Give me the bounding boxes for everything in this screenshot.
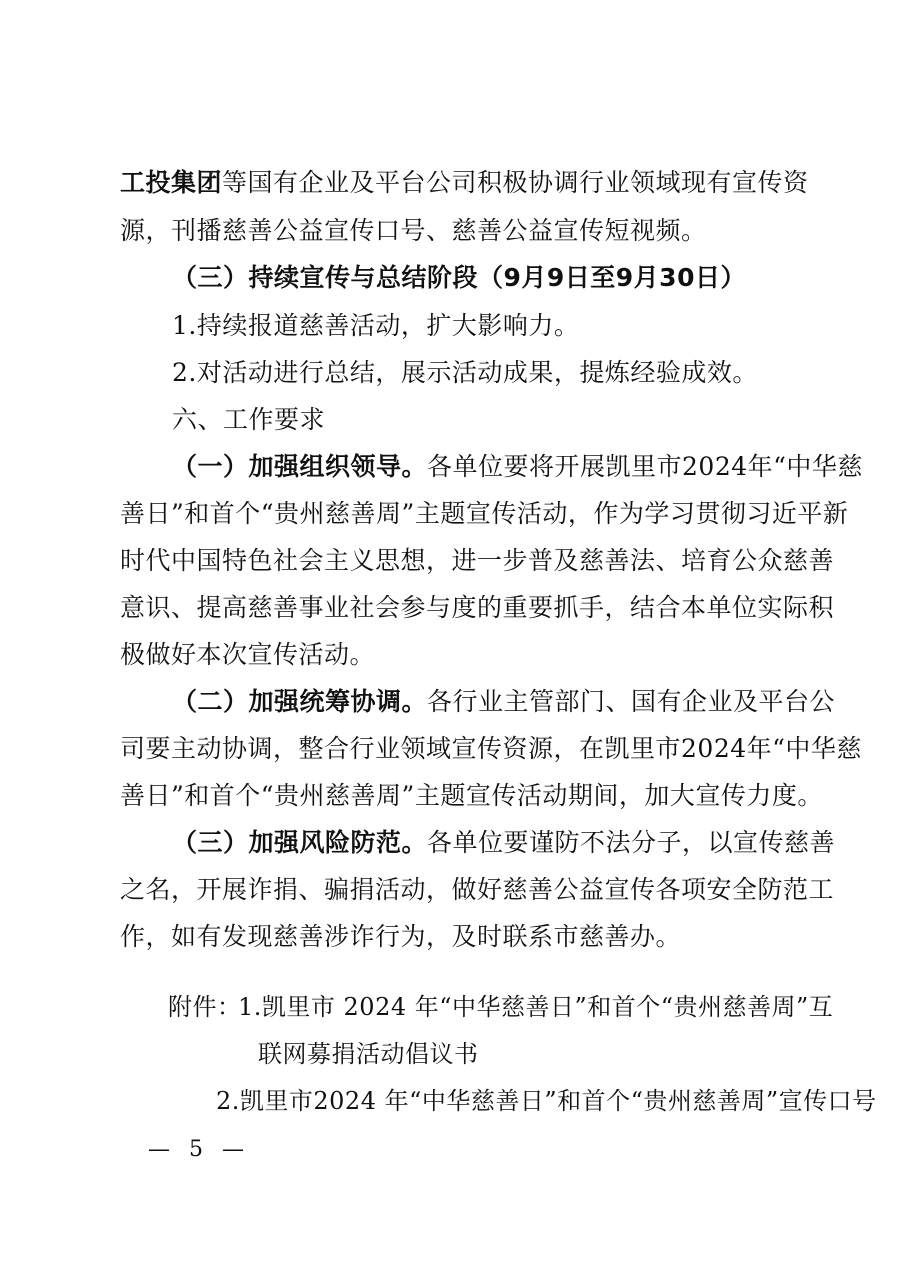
paragraph-line: 善日”和首个“贵州慈善周”主题宣传活动期间，加大宣传力度。 — [120, 781, 823, 810]
paragraph-line — [172, 687, 836, 717]
attachment-item-continued: 联网募捐活动倡议书 — [258, 1040, 479, 1068]
text-run: 各单位要将开展凯里市2024年“中华慈 — [427, 452, 863, 481]
bold-phrase: 工投集团 — [120, 168, 223, 197]
page-number: — 5 — — [148, 1137, 250, 1162]
phase-heading: （三）持续宣传与总结阶段（9月9日至9月30日） — [172, 263, 746, 292]
paragraph-line: 作，如有发现慈善涉诈行为，及时联系市慈善办。 — [120, 922, 682, 951]
text-run: 各单位要谨防不法分子，以宣传慈善 — [427, 828, 836, 857]
attachments-label: 附件： — [168, 993, 242, 1021]
attachment-item: 2.凯里市2024 年“中华慈善日”和首个“贵州慈善周”宣传口号 — [216, 1087, 877, 1115]
bold-phrase: （二）加强统筹协调。 — [172, 687, 428, 716]
paragraph-line: 之名，开展诈捐、骗捐活动，做好慈善公益宣传各项安全防范工 — [120, 875, 835, 904]
paragraph-line — [172, 452, 863, 482]
attachment-item: 1.凯里市 2024 年“中华慈善日”和首个“贵州慈善周”互 — [238, 993, 834, 1021]
paragraph-line: 极做好本次宣传活动。 — [120, 640, 376, 669]
text-run: 等国有企业及平台公司积极协调行业领域现有宣传资 — [222, 168, 809, 197]
paragraph-line: 源，刊播慈善公益宣传口号、慈善公益宣传短视频。 — [120, 216, 707, 245]
paragraph-line: 司要主动协调，整合行业领域宣传资源，在凯里市2024年“中华慈 — [120, 734, 862, 763]
list-item: 1.持续报道慈善活动，扩大影响力。 — [172, 311, 580, 340]
section-heading: 六、工作要求 — [172, 405, 326, 434]
paragraph-line: 意识、提高慈善事业社会参与度的重要抓手，结合本单位实际积 — [120, 593, 835, 622]
text-run: 各行业主管部门、国有企业及平台公 — [427, 687, 836, 716]
bold-phrase: （三）加强风险防范。 — [172, 828, 428, 857]
paragraph-line — [120, 168, 809, 198]
paragraph-line: 善日”和首个“贵州慈善周”主题宣传活动，作为学习贯彻习近平新 — [120, 499, 849, 528]
bold-phrase: （一）加强组织领导。 — [172, 452, 428, 481]
paragraph-line: 时代中国特色社会主义思想，进一步普及慈善法、培育公众慈善 — [120, 546, 835, 575]
list-item: 2.对活动进行总结，展示活动成果，提炼经验成效。 — [172, 358, 758, 387]
paragraph-line — [172, 828, 836, 858]
